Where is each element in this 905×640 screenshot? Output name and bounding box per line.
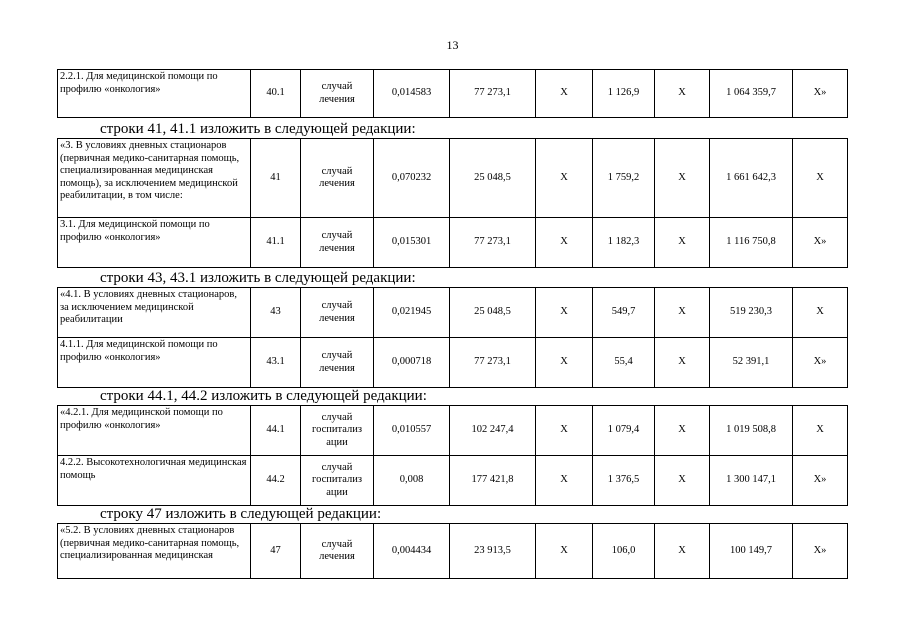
row-description: 4.2.2. Высокотехнологичная медицинская помощь	[58, 456, 251, 506]
value-cell-4: 0,010557	[374, 406, 450, 456]
row-code: 44.2	[251, 456, 301, 506]
table-block-5	[57, 523, 848, 579]
row-code: 47	[251, 524, 301, 579]
table-block-3	[57, 287, 848, 388]
value-cell-8: Х	[655, 406, 710, 456]
unit-cell: случай лечения	[301, 70, 374, 118]
value-cell-4: 0,008	[374, 456, 450, 506]
table-row	[58, 524, 848, 579]
section-heading-row-47: строку 47 изложить в следующей редакции:	[100, 506, 382, 522]
unit-cell: случай лечения	[301, 288, 374, 338]
unit-cell: случай лечения	[301, 338, 374, 388]
value-cell-6: Х	[536, 524, 593, 579]
value-cell-10: Х	[793, 139, 848, 218]
value-cell-6: Х	[536, 288, 593, 338]
table-row	[58, 70, 848, 118]
value-cell-10: Х»	[793, 338, 848, 388]
row-description: «4.2.1. Для медицинской помощи по профилю «онкология»	[58, 406, 251, 456]
table-block-1	[57, 69, 848, 118]
value-cell-10: Х»	[793, 456, 848, 506]
value-cell-9: 1 300 147,1	[710, 456, 793, 506]
value-cell-8: Х	[655, 139, 710, 218]
unit-cell: случай госпитализ ации	[301, 406, 374, 456]
value-cell-8: Х	[655, 218, 710, 268]
table-block-4	[57, 405, 848, 506]
value-cell-10: Х	[793, 406, 848, 456]
value-cell-5: 23 913,5	[450, 524, 536, 579]
value-cell-7: 549,7	[593, 288, 655, 338]
value-cell-7: 1 182,3	[593, 218, 655, 268]
row-code: 43	[251, 288, 301, 338]
row-description: 3.1. Для медицинской помощи по профилю «онкология»	[58, 218, 251, 268]
value-cell-6: Х	[536, 406, 593, 456]
value-cell-8: Х	[655, 456, 710, 506]
row-description: 4.1.1. Для медицинской помощи по профилю «онкология»	[58, 338, 251, 388]
value-cell-5: 77 273,1	[450, 70, 536, 118]
value-cell-4: 0,015301	[374, 218, 450, 268]
section-heading-rows-41: строки 41, 41.1 изложить в следующей редакции:	[100, 121, 416, 137]
value-cell-9: 100 149,7	[710, 524, 793, 579]
section-heading-rows-44: строки 44.1, 44.2 изложить в следующей редакции:	[100, 388, 427, 404]
table-row	[58, 406, 848, 456]
unit-cell: случай лечения	[301, 524, 374, 579]
value-cell-7: 1 759,2	[593, 139, 655, 218]
row-code: 41.1	[251, 218, 301, 268]
value-cell-4: 0,014583	[374, 70, 450, 118]
value-cell-9: 519 230,3	[710, 288, 793, 338]
row-code: 40.1	[251, 70, 301, 118]
value-cell-5: 25 048,5	[450, 288, 536, 338]
row-description: «4.1. В условиях дневных стационаров, за исключением медицинской реабилитации	[58, 288, 251, 338]
value-cell-10: Х»	[793, 70, 848, 118]
value-cell-5: 102 247,4	[450, 406, 536, 456]
value-cell-9: 1 661 642,3	[710, 139, 793, 218]
value-cell-5: 25 048,5	[450, 139, 536, 218]
value-cell-6: Х	[536, 70, 593, 118]
value-cell-5: 77 273,1	[450, 218, 536, 268]
value-cell-9: 1 064 359,7	[710, 70, 793, 118]
table-block-2	[57, 138, 848, 268]
value-cell-4: 0,000718	[374, 338, 450, 388]
value-cell-4: 0,070232	[374, 139, 450, 218]
value-cell-7: 106,0	[593, 524, 655, 579]
value-cell-10: Х»	[793, 524, 848, 579]
unit-cell: случай лечения	[301, 218, 374, 268]
value-cell-8: Х	[655, 524, 710, 579]
page-number: 13	[446, 38, 459, 52]
value-cell-10: Х»	[793, 218, 848, 268]
value-cell-10: Х	[793, 288, 848, 338]
table-row	[58, 456, 848, 506]
row-description: «5.2. В условиях дневных стационаров (первичная медико-санитарная помощь, специализированная медицинская	[58, 524, 251, 579]
value-cell-6: Х	[536, 139, 593, 218]
value-cell-7: 55,4	[593, 338, 655, 388]
unit-cell: случай лечения	[301, 139, 374, 218]
value-cell-9: 1 019 508,8	[710, 406, 793, 456]
value-cell-7: 1 376,5	[593, 456, 655, 506]
unit-cell: случай госпитализ ации	[301, 456, 374, 506]
row-code: 41	[251, 139, 301, 218]
value-cell-5: 77 273,1	[450, 338, 536, 388]
row-code: 44.1	[251, 406, 301, 456]
row-code: 43.1	[251, 338, 301, 388]
value-cell-8: Х	[655, 288, 710, 338]
value-cell-7: 1 126,9	[593, 70, 655, 118]
value-cell-9: 1 116 750,8	[710, 218, 793, 268]
row-description: «3. В условиях дневных стационаров (первичная медико-санитарная помощь, специализированная медицинская помощь), за исключением медицинской реабилитации, в том числе:	[58, 139, 251, 218]
table-row	[58, 288, 848, 338]
value-cell-7: 1 079,4	[593, 406, 655, 456]
value-cell-9: 52 391,1	[710, 338, 793, 388]
value-cell-6: Х	[536, 456, 593, 506]
section-heading-rows-43: строки 43, 43.1 изложить в следующей редакции:	[100, 270, 416, 286]
value-cell-6: Х	[536, 218, 593, 268]
value-cell-4: 0,021945	[374, 288, 450, 338]
row-description: 2.2.1. Для медицинской помощи по профилю «онкология»	[58, 70, 251, 118]
table-row	[58, 218, 848, 268]
table-row	[58, 338, 848, 388]
value-cell-6: Х	[536, 338, 593, 388]
value-cell-8: Х	[655, 70, 710, 118]
value-cell-5: 177 421,8	[450, 456, 536, 506]
value-cell-8: Х	[655, 338, 710, 388]
value-cell-4: 0,004434	[374, 524, 450, 579]
table-row	[58, 139, 848, 218]
